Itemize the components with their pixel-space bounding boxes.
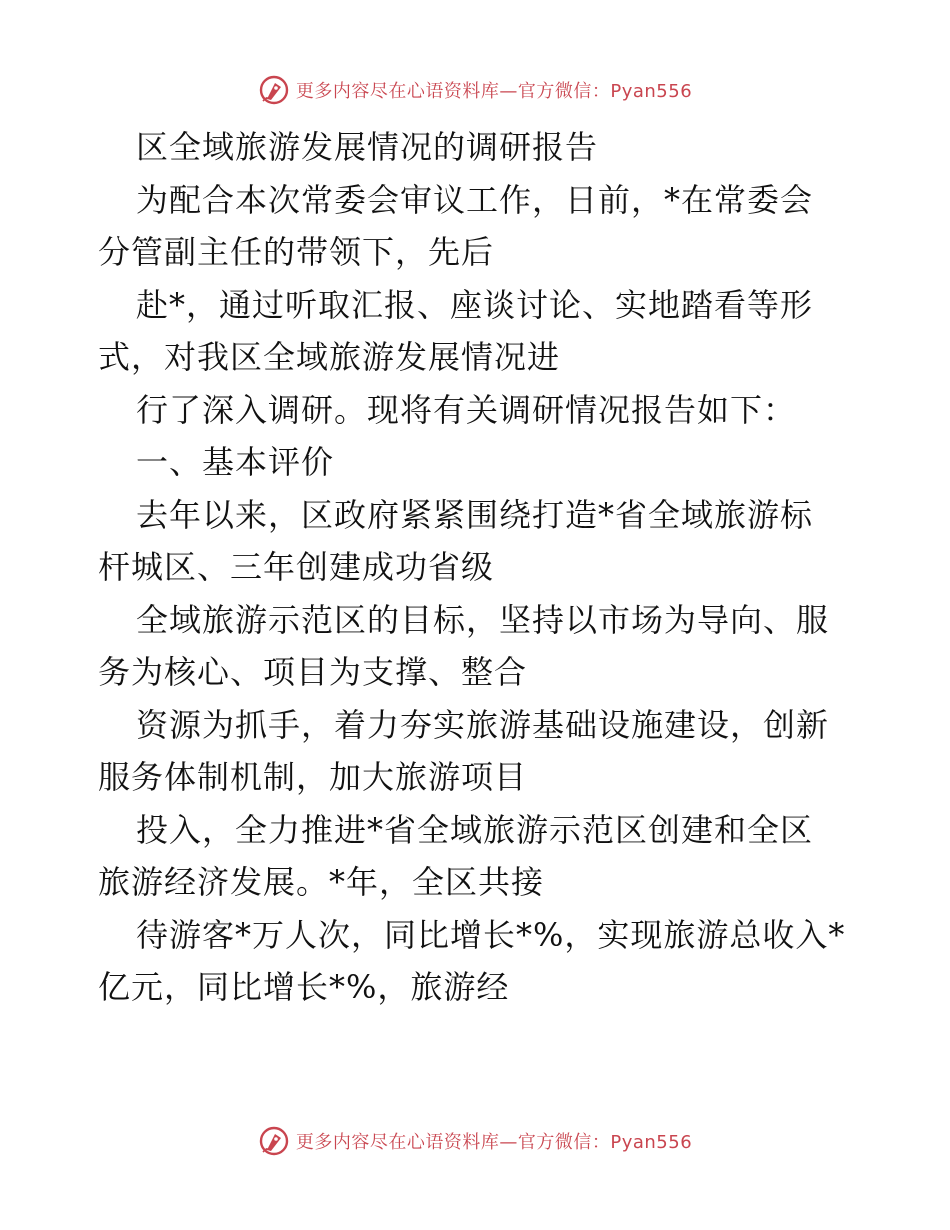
watermark-text: 更多内容尽在心语资料库—官方微信：Pyan556 <box>295 1132 693 1153</box>
text-line: 去年以来，区政府紧紧围绕打造*省全域旅游标 <box>136 495 814 534</box>
text-line: 赴*，通过听取汇报、座谈讨论、实地踏看等形 <box>136 285 814 324</box>
text-line: 旅游经济发展。*年，全区共接 <box>98 863 545 901</box>
section-heading: 一、基本评价 <box>136 443 335 481</box>
text-line: 待游客*万人次，同比增长*%，实现旅游总收入* <box>136 915 846 954</box>
document-body <box>98 121 846 1014</box>
text-line: 服务体制机制，加大旅游项目 <box>98 758 528 796</box>
text-line: 为配合本次常委会审议工作，日前，*在常委会 <box>136 180 814 219</box>
text-line: 亿元，同比增长*%，旅游经 <box>98 968 510 1006</box>
page-header <box>0 72 950 108</box>
text-line: 分管副主任的带领下，先后 <box>98 233 495 271</box>
text-line: 全域旅游示范区的目标，坚持以市场为导向、服 <box>136 600 830 639</box>
text-line: 资源为抓手，着力夯实旅游基础设施建设，创新 <box>136 705 830 744</box>
pen-nib-circle-icon <box>258 1125 290 1157</box>
text-line: 杆城区、三年创建成功省级 <box>98 548 495 586</box>
watermark-header <box>258 72 692 108</box>
text-line: 投入，全力推进*省全域旅游示范区创建和全区 <box>136 810 814 849</box>
text-line: 务为核心、项目为支撑、整合 <box>98 653 528 691</box>
watermark-footer <box>258 1123 692 1159</box>
page-footer <box>0 1123 950 1159</box>
document-title: 区全域旅游发展情况的调研报告 <box>136 128 599 166</box>
pen-nib-circle-icon <box>258 74 290 106</box>
text-line: 式，对我区全域旅游发展情况进 <box>98 338 561 376</box>
text-line: 行了深入调研。现将有关调研情况报告如下： <box>136 390 797 429</box>
watermark-text: 更多内容尽在心语资料库—官方微信：Pyan556 <box>295 81 693 102</box>
